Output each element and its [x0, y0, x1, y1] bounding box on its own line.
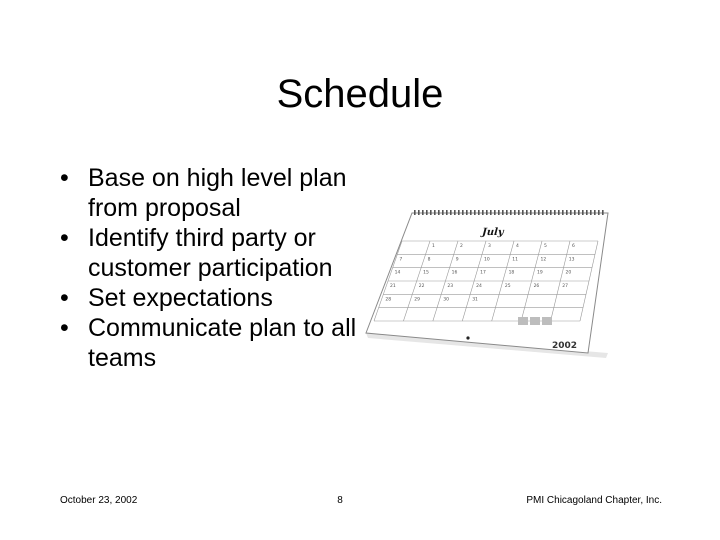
slide-title: Schedule: [276, 72, 444, 116]
bullet-item: [58, 313, 358, 373]
calendar-day-number: 31: [472, 297, 478, 303]
bullet-dot: •: [60, 164, 69, 192]
calendar-day-number: 27: [562, 284, 569, 289]
calendar-day-number: 24: [476, 284, 482, 289]
bullet-dot: •: [60, 224, 69, 252]
calendar-day-number: 29: [414, 297, 421, 303]
calendar-day-number: 16: [451, 270, 458, 276]
bullet-dot: •: [60, 314, 69, 342]
calendar-day-number: 8: [427, 257, 431, 263]
calendar-day-number: 14: [394, 270, 401, 276]
calendar-day-number: 20: [565, 270, 572, 276]
footer-organization: PMI Chicagoland Chapter, Inc.: [526, 495, 662, 506]
calendar-day-number: 21: [390, 284, 396, 289]
calendar-day-number: 13: [568, 257, 575, 263]
calendar-day-number: 19: [537, 270, 543, 276]
calendar-day-number: 6: [572, 244, 575, 249]
calendar-day-number: 28: [385, 297, 392, 303]
footer-page-number: 8: [337, 495, 343, 506]
calendar-day-number: 4: [516, 244, 519, 249]
bullet-text: Identify third party or customer participation: [88, 224, 333, 282]
calendar-illustration: [362, 205, 612, 360]
bullet-item: [58, 163, 358, 223]
mini-calendar: [518, 317, 552, 325]
calendar-day-number: 9: [455, 257, 459, 263]
calendar-day-number: 12: [540, 257, 547, 263]
bullet-text: Communicate plan to all teams: [88, 314, 357, 372]
calendar-day-number: 10: [484, 257, 490, 263]
calendar-day-number: 7: [399, 257, 403, 263]
calendar-month: July: [481, 227, 505, 238]
bullet-list: [58, 163, 358, 373]
calendar-day-number: 3: [488, 244, 491, 249]
footer-date: October 23, 2002: [60, 495, 138, 506]
calendar-day-number: 23: [447, 284, 454, 289]
bullet-dot: •: [60, 284, 69, 312]
calendar-day-number: 26: [533, 284, 540, 289]
calendar-day-number: 1: [432, 244, 435, 249]
calendar-hole: [466, 336, 469, 339]
calendar-day-number: 17: [480, 270, 486, 276]
calendar-day-number: 30: [443, 297, 449, 303]
bullet-text: Base on high level plan from proposal: [88, 164, 347, 222]
calendar-year: 2002: [552, 341, 578, 351]
calendar-day-number: 11: [512, 257, 519, 263]
calendar-day-number: 25: [504, 284, 511, 289]
calendar-day-number: 5: [544, 244, 547, 249]
bullet-item: [58, 223, 358, 283]
calendar-day-number: 18: [508, 270, 515, 276]
calendar-day-number: 2: [460, 244, 463, 249]
bullet-item: [58, 283, 358, 313]
calendar-day-number: 15: [423, 270, 429, 276]
calendar-day-number: 22: [418, 284, 425, 289]
bullet-text: Set expectations: [88, 284, 273, 312]
